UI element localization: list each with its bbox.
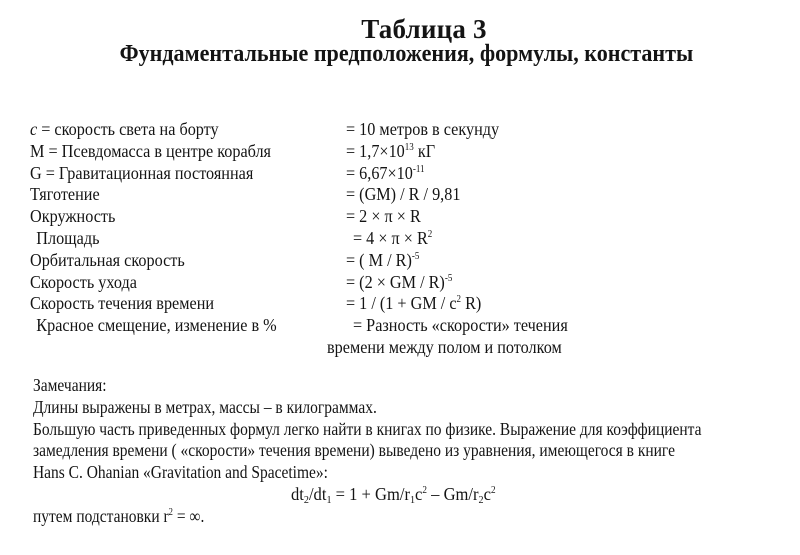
notes-line: Hans C. Ohanian «Gravitation and Spacetime»: — [33, 462, 328, 483]
row-label: Скорость течения времени — [30, 293, 215, 314]
notes-section — [33, 374, 793, 526]
table-row — [30, 292, 770, 314]
table-title: Таблица 3 — [361, 14, 487, 44]
row-value: = (2 × GM / R)$^{-5}$ — [346, 271, 453, 292]
table-row — [30, 118, 770, 140]
row-label: M = Псевдомасса в центре корабля — [30, 140, 272, 161]
row-label: G = Гравитационная постоянная — [30, 162, 254, 183]
notes-line: Длины выражены в метрах, массы – в килограммах. — [33, 396, 377, 417]
table-row — [30, 249, 770, 271]
row-label: Окружность — [30, 206, 116, 227]
row-value: = $4 \times \pi \times R^2$ — [353, 227, 433, 248]
row-value: = (GM) / R / 9,81 — [346, 184, 461, 205]
table-row — [30, 271, 770, 293]
time-dilation-equation: $dt_2/dt_1 = 1 + Gm/r_1c^2 - Gm/r_2c^2$ — [291, 484, 496, 506]
row-label: Красное смещение, изменение в % — [36, 315, 277, 336]
row-value: = 1 / (1 + GM / $c^2$ R) — [346, 293, 482, 314]
row-value: = ( M / R)$^{-5}$ — [346, 249, 420, 270]
row-label: Орбитальная скорость — [30, 249, 185, 270]
formula-table — [30, 118, 770, 358]
table-row — [30, 314, 770, 336]
row-label: Площадь — [36, 227, 100, 248]
notes-line: путем подстановки $r^2$ = ∞. — [33, 506, 205, 526]
notes-line: Большую часть приведенных формул легко найти в книгах по физике. Выражение для коэффициента — [33, 418, 702, 439]
notes-line: замедления времени ( «скорости» течения времени) выведено из уравнения, имеющегося в книге — [33, 440, 675, 461]
row-label: c = скорость света на борту — [30, 119, 219, 139]
table-row — [30, 162, 770, 184]
table-subtitle: Фундаментальные предположения, формулы, константы — [119, 41, 694, 67]
table-row — [30, 183, 770, 205]
table-row — [30, 227, 770, 249]
notes-heading: Замечания: — [33, 375, 107, 395]
row-value: = $6,67\times 10^{-11}$ — [346, 162, 425, 183]
table-row — [30, 205, 770, 227]
row-label: Тяготение — [30, 184, 100, 205]
row-value: = 2 × π × R — [346, 206, 421, 227]
row-value-continuation: времени между полом и потолком — [327, 336, 562, 357]
row-value: = Разность «скорости» течения — [353, 315, 568, 336]
row-value: = $1,7\times 10^{13}$ кГ — [346, 140, 436, 161]
row-label: Скорость ухода — [30, 271, 137, 292]
row-value: = 10 метров в секунду — [346, 119, 500, 139]
table-row — [30, 140, 770, 162]
